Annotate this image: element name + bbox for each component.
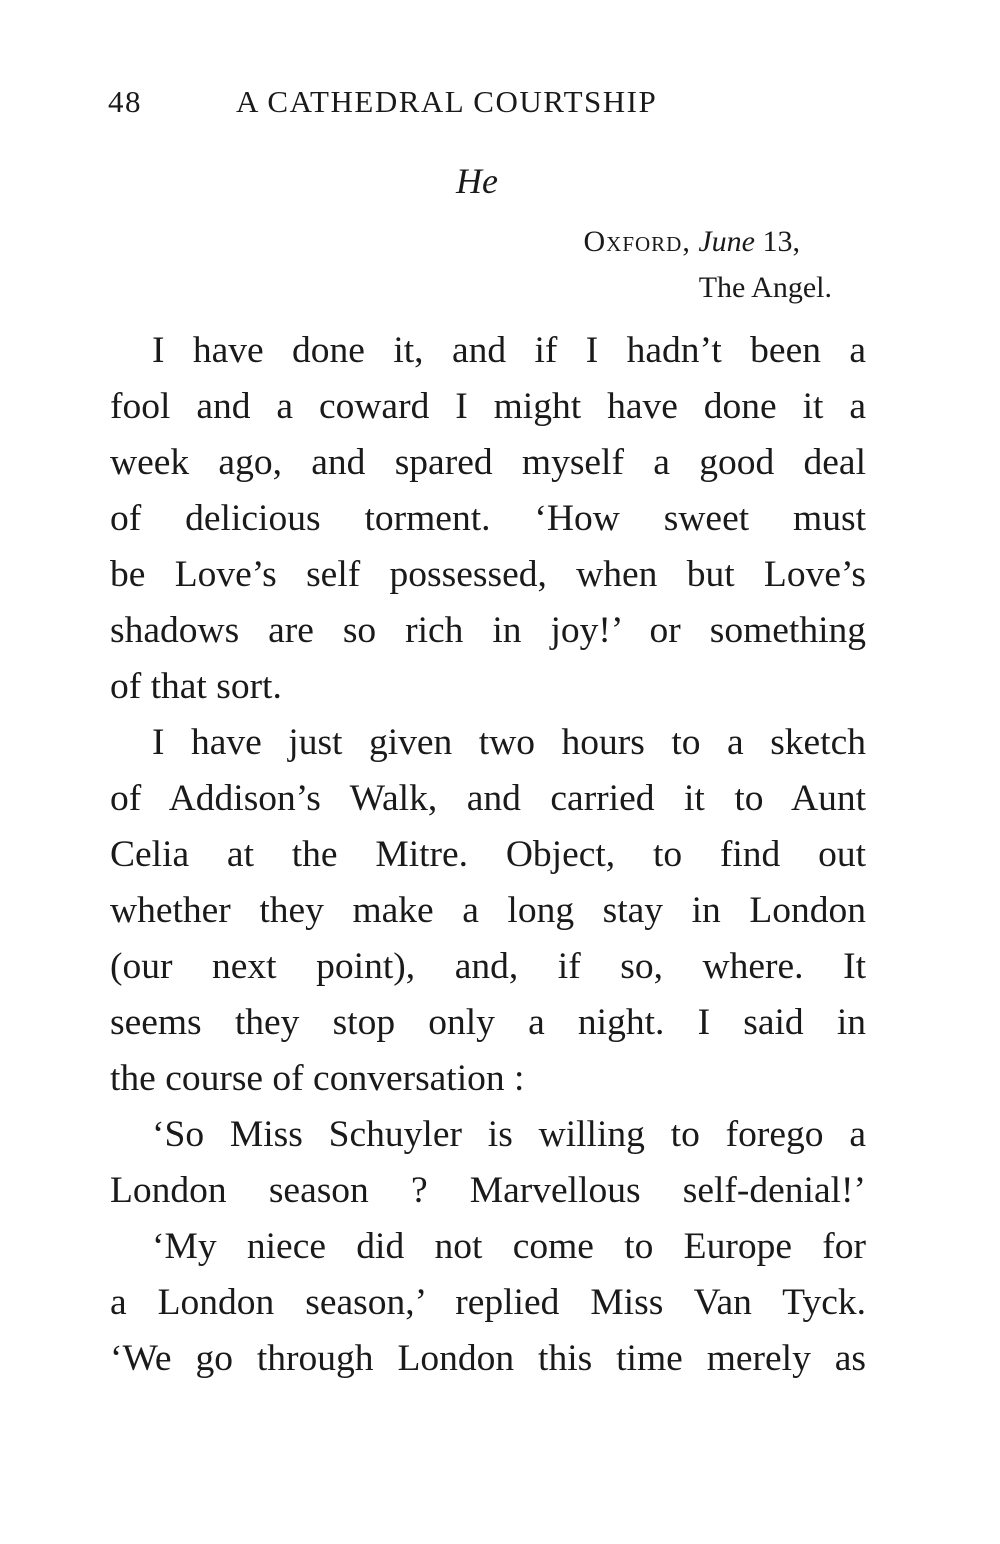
dateline [0,222,800,262]
text-line: a London season,’ replied Miss Van Tyck. [110,1282,866,1323]
text-line: of Addison’s Walk, and carried it to Aunt [110,778,866,819]
text-line: I have just given two hours to a sketch [152,722,866,763]
text-line: the course of conversation : [110,1058,525,1099]
text-line: fool and a coward I might have done it a [110,386,866,427]
text-line: week ago, and spared myself a good deal [110,442,866,483]
text-line: ‘My niece did not come to Europe for [152,1226,866,1267]
running-header [108,84,868,124]
text-line: whether they make a long stay in London [110,890,866,931]
page-number: 48 [108,84,142,119]
text-line: London season ? Marvellous self-denial!’ [110,1170,866,1211]
text-line: (our next point), and, if so, where. It [110,946,866,987]
paragraph-1 [110,323,866,715]
paragraph-3 [110,1107,866,1219]
dateline-location: The Angel. [698,271,832,304]
paragraph-2 [110,715,866,1107]
text-line: ‘We go through London this time merely as [110,1338,866,1379]
text-line: of that sort. [110,666,282,707]
text-line: seems they stop only a night. I said in [110,1002,866,1043]
paragraph-4 [110,1219,866,1387]
text-line: shadows are so rich in joy!’ or something [110,610,866,651]
text-line: ‘So Miss Schuyler is willing to forego a [152,1114,866,1155]
dateline-day: 13, [762,225,800,258]
dateline-place: Oxford, [583,225,691,258]
running-title: A CATHEDRAL COURTSHIP [236,84,658,119]
section-title: He [456,161,498,201]
text-line: be Love’s self possessed, when but Love’s [110,554,866,595]
body-text [110,323,866,1387]
dateline-month: June [698,225,755,258]
text-line: I have done it, and if I hadn’t been a [152,330,866,371]
text-line: of delicious torment. ‘How sweet must [110,498,866,539]
text-line: Celia at the Mitre. Object, to find out [110,834,866,875]
